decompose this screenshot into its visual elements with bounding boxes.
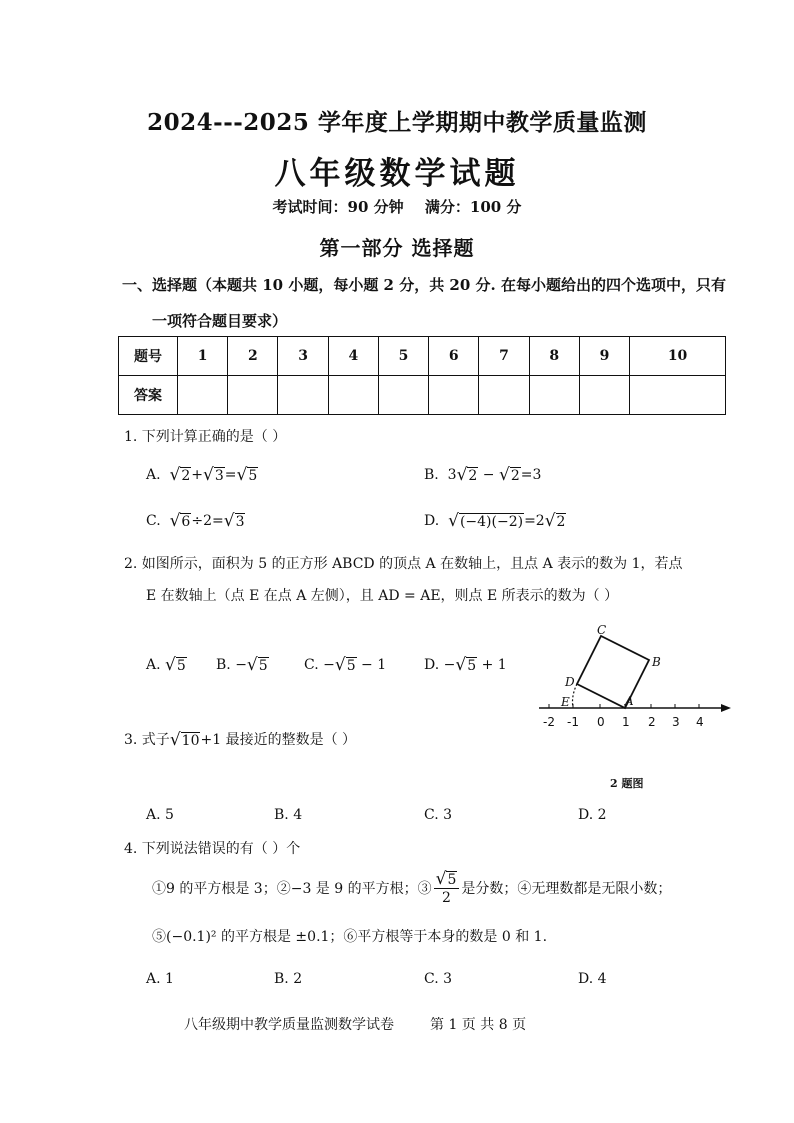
answer-cell[interactable] (579, 376, 629, 415)
q1-option-c: C. √ 6 ÷2= √ 3 (146, 511, 245, 531)
tick-label: 1 (622, 715, 630, 729)
answer-cell[interactable] (630, 376, 726, 415)
tick-label: 3 (672, 715, 680, 729)
exam-info (0, 196, 794, 217)
tick-label: 0 (597, 715, 605, 729)
answer-cell[interactable] (278, 376, 328, 415)
q2-option-b: B. − √ 5 (216, 655, 268, 675)
q2-option-a: A. √ 5 (146, 655, 186, 675)
answer-cell[interactable] (529, 376, 579, 415)
point-label-a: A (625, 694, 634, 708)
table-header-cell: 答案 (119, 376, 178, 415)
question-number-cell: 1 (178, 337, 228, 376)
square-abcd (577, 636, 649, 708)
section-instruction-line1: 一、选择题（本题共 10 小题，每小题 2 分，共 20 分. 在每小题给出的四个选项中，只有 (122, 276, 726, 294)
point-label-d: D (565, 675, 575, 689)
arrow-head-icon (721, 704, 731, 712)
question-number-cell: 3 (278, 337, 328, 376)
option-label: C. (146, 513, 161, 529)
q4-statements-line1: ①9 的平方根是 3；②−3 是 9 的平方根；③ √ 5 2 是分数；④无理数都是无限小数； (152, 869, 672, 906)
option-label: D. (424, 513, 440, 529)
question-number-cell: 8 (529, 337, 579, 376)
point-label-e: E (561, 695, 570, 709)
question-number-cell: 9 (579, 337, 629, 376)
exam-full-score: 满分：100 分 (424, 198, 522, 216)
q3-option-d: D. 2 (578, 807, 607, 823)
q2-option-d: D. − √ 5 + 1 (424, 655, 507, 675)
table-row-numbers (119, 337, 726, 376)
page-number: 第 1 页 共 8 页 (430, 1017, 527, 1033)
point-label-b: B (652, 655, 661, 669)
option-label: A. (146, 467, 161, 483)
q2-figure (535, 620, 735, 740)
question-number-cell: 10 (630, 337, 726, 376)
q1-option-b: B. 3 √ 2 − √ 2 =3 (424, 465, 542, 485)
q4-option-a: A. 1 (146, 971, 174, 987)
answer-cell[interactable] (228, 376, 278, 415)
q4-option-d: D. 4 (578, 971, 607, 987)
question-number-cell: 2 (228, 337, 278, 376)
question-number-cell: 5 (378, 337, 428, 376)
q3-option-b: B. 4 (274, 807, 303, 823)
section-instruction-line2: 一项符合题目要求） (152, 312, 288, 330)
q3-option-c: C. 3 (424, 807, 453, 823)
q4-stem: 4. 下列说法错误的有（ ）个 (124, 841, 301, 857)
q2-option-c: C. − √ 5 − 1 (304, 655, 387, 675)
answer-cell[interactable] (479, 376, 529, 415)
answer-cell[interactable] (328, 376, 378, 415)
q2-stem-line1: 2. 如图所示，面积为 5 的正方形 ABCD 的顶点 A 在数轴上，且点 A 表示的数为 1，若点 (124, 556, 683, 572)
tick-label: 2 (648, 715, 656, 729)
q3-stem: 3. 式子 √ 10 +1 最接近的整数是（ ） (124, 730, 357, 750)
answer-cell[interactable] (429, 376, 479, 415)
q1-stem: 1. 下列计算正确的是（ ） (124, 429, 287, 445)
exam-subject-title: 八年级数学试题 (274, 156, 520, 192)
q4-statements-line2: ⑤(−0.1)² 的平方根是 ±0.1；⑥平方根等于本身的数是 0 和 1. (152, 929, 548, 945)
question-number-cell: 4 (328, 337, 378, 376)
tick-label: 4 (696, 715, 704, 729)
q1-option-a: A. √ 2 + √ 3 = √ 5 (146, 465, 258, 485)
exam-header-title: 2024---2025 学年度上学期期中教学质量监测 (147, 109, 647, 136)
question-number-cell: 7 (479, 337, 529, 376)
tick-label: -2 (543, 715, 555, 729)
figure-caption: 2 题图 (610, 777, 644, 790)
q1-option-d: D. √ (−4)(−2) =2 √ 2 (424, 511, 566, 531)
footer-title: 八年级期中教学质量监测数学试卷 (184, 1017, 394, 1033)
table-header-cell: 题号 (119, 337, 178, 376)
answer-cell[interactable] (378, 376, 428, 415)
part-title: 第一部分 选择题 (319, 236, 475, 260)
point-label-c: C (597, 623, 607, 637)
q4-option-b: B. 2 (274, 971, 303, 987)
q4-option-c: C. 3 (424, 971, 453, 987)
q3-option-a: A. 5 (146, 807, 174, 823)
exam-time: 考试时间：90 分钟 (272, 198, 404, 216)
fraction: √ 5 2 (434, 870, 460, 907)
answer-table (118, 336, 726, 415)
answer-cell[interactable] (178, 376, 228, 415)
tick-label: -1 (567, 715, 579, 729)
q2-stem-line2: E 在数轴上（点 E 在点 A 左侧），且 AD = AE，则点 E 所表示的数为（ ） (146, 588, 619, 604)
option-label: B. (424, 467, 439, 483)
table-row-answers (119, 376, 726, 415)
question-number-cell: 6 (429, 337, 479, 376)
